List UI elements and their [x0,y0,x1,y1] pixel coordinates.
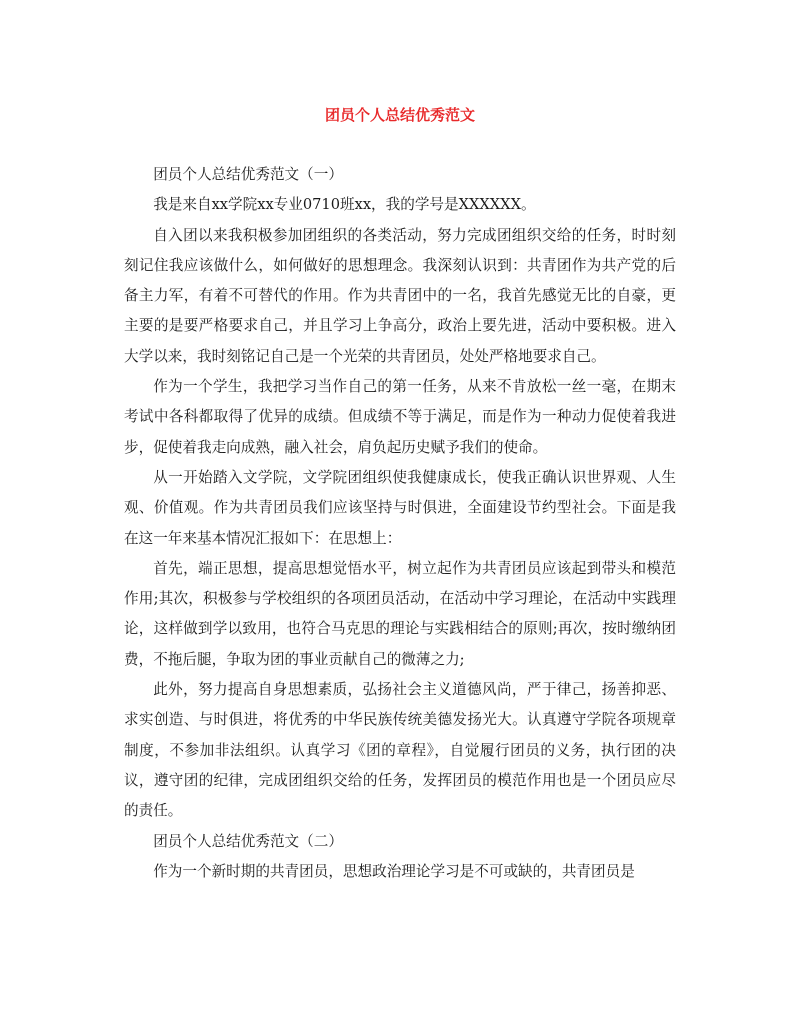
document-title: 团员个人总结优秀范文 [324,106,475,124]
document-body [124,160,676,887]
paragraph-intro: 我是来自xx学院xx专业0710班xx，我的学号是XXXXXX。 [153,196,536,214]
paragraph-moral: 此外，努力提高自身思想素质，弘扬社会主义道德风尚，严于律己，扬善抑恶、求实创造、与时俱进，将优秀的中华民族传统美德发扬光大。认真遵守学院各项规章制度，不参加非法组织。认真学习《团的章程》，自觉履行团员的义务，执行团的决议，遵守团的纪律，完成团组织交给的任务，发挥团员的模范作用也是一个团员应尽的责任。 [124,681,676,820]
section-heading-2: 团员个人总结优秀范文（二） [153,832,343,850]
paragraph-college: 从一开始踏入文学院，文学院团组织使我健康成长，使我正确认识世界观、人生观、价值观。作为共青团员我们应该坚持与时俱进，全面建设节约型社会。下面是我在这一年来基本情况汇报如下：在思想上： [124,468,676,547]
paragraph-joining: 自入团以来我积极参加团组织的各类活动，努力完成团组织交给的任务，时时刻刻记住我应该做什么，如何做好的思想理念。我深刻认识到：共青团作为共产党的后备主力军，有着不可替代的作用。作为共青团中的一名，我首先感觉无比的自豪，更主要的是要严格要求自己，并且学习上争高分，政治上要先进，活动中要积极。进入大学以来，我时刻铭记自己是一个光荣的共青团员，处处严格地要求自己。 [124,226,676,365]
paragraph-section2-start: 作为一个新时期的共青团员，思想政治理论学习是不可或缺的，共青团员是 [153,862,635,880]
section-heading-1: 团员个人总结优秀范文（一） [153,166,343,183]
paragraph-thought: 首先，端正思想，提高思想觉悟水平，树立起作为共青团员应该起到带头和模范作用;其次，积极参与学校组织的各项团员活动，在活动中学习理论，在活动中实践理论，这样做到学以致用，也符合马克思的理论与实践相结合的原则;再次，按时缴纳团费，不拖后腿，争取为团的事业贡献自己的微薄之力; [124,559,676,668]
paragraph-study: 作为一个学生，我把学习当作自己的第一任务，从来不肯放松一丝一毫，在期末考试中各科都取得了优异的成绩。但成绩不等于满足，而是作为一种动力促使着我进步，促使着我走向成熟，融入社会，肩负起历史赋予我们的使命。 [124,378,676,456]
